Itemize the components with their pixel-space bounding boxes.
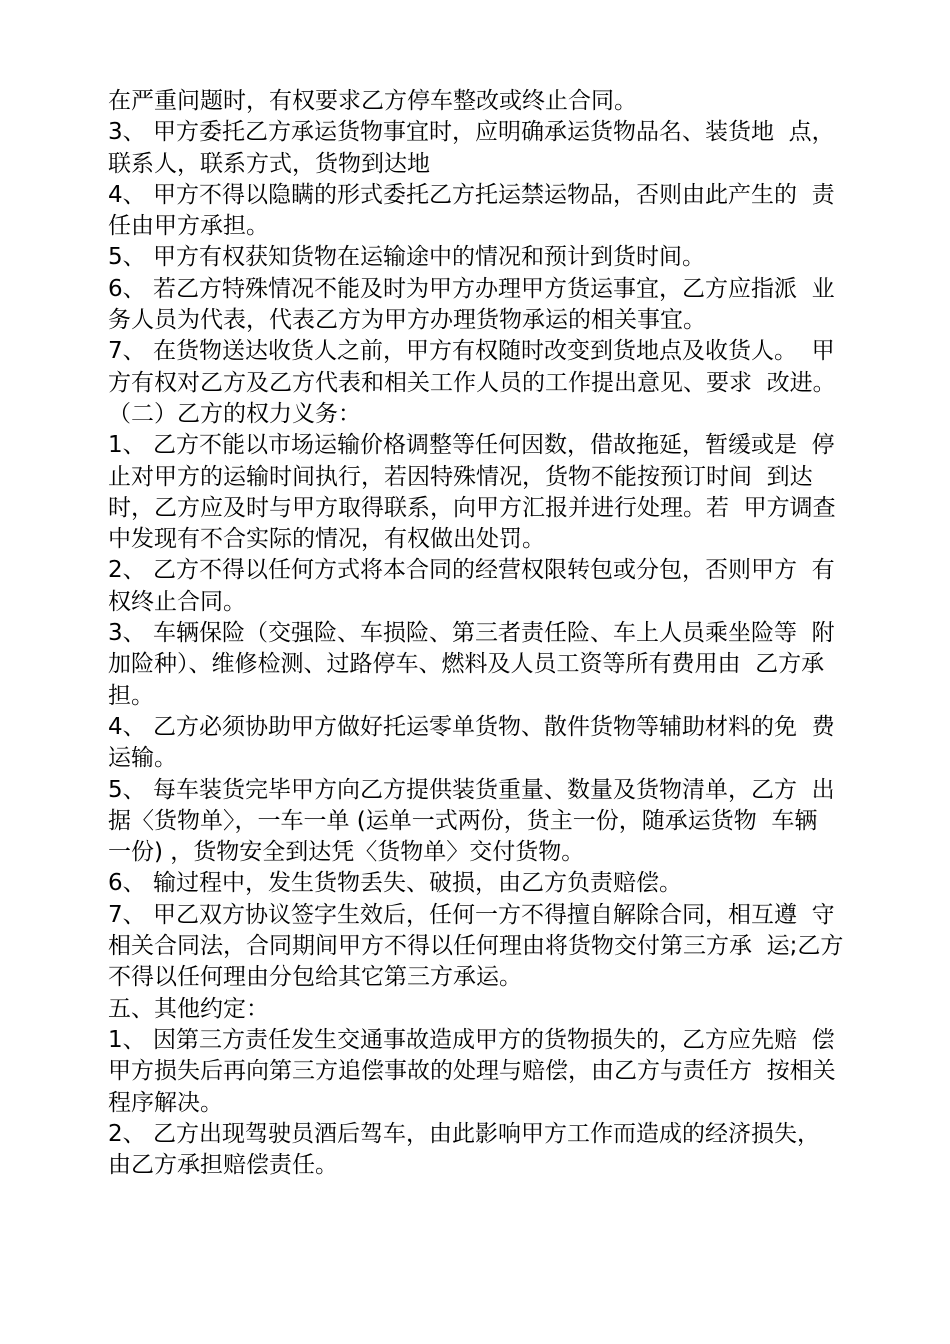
text-line: 相关合同法，合同期间甲方不得以任何理由将货物交付第三方承 运;乙方 [108, 933, 844, 960]
text-line: 7、 在货物送达收货人之前，甲方有权随时改变到货地点及收货人。 甲 [108, 338, 835, 365]
text-line: 担。 [108, 682, 154, 709]
text-line: 甲方损失后再向第三方追偿事故的处理与赔偿，由乙方与责任方 按相关 [108, 1058, 836, 1085]
text-line: 时，乙方应及时与甲方取得联系，向甲方汇报并进行处理。若 甲方调查 [108, 494, 836, 521]
text-line: 6、 若乙方特殊情况不能及时为甲方办理甲方货运事宜，乙方应指派 业 [108, 275, 835, 302]
text-line: 务人员为代表，代表乙方为甲方办理货物承运的相关事宜。 [108, 307, 706, 334]
text-line: 6、 输过程中，发生货物丢失、破损，由乙方负责赔偿。 [108, 870, 682, 897]
text-line: 联系人，联系方式，货物到达地 [108, 150, 430, 177]
text-line: 中发现有不合实际的情况，有权做出处罚。 [108, 526, 545, 553]
text-line: 3、 甲方委托乙方承运货物事宜时，应明确承运货物品名、装货地 点， [108, 119, 835, 146]
text-line: 方有权对乙方及乙方代表和相关工作人员的工作提出意见、要求 改进。 [108, 369, 836, 396]
text-line: 任由甲方承担。 [108, 213, 269, 240]
text-line: 7、 甲乙双方协议签字生效后，任何一方不得擅自解除合同，相互遵 守 [108, 901, 835, 928]
text-line: 在严重问题时，有权要求乙方停车整改或终止合同。 [108, 88, 637, 114]
text-line: 运输。 [108, 745, 177, 772]
text-line: 2、 乙方出现驾驶员酒后驾车，由此影响甲方工作而造成的经济损失， [108, 1120, 820, 1147]
text-line: 5、 每车装货完毕甲方向乙方提供装货重量、数量及货物清单，乙方 出 [108, 776, 835, 803]
text-line: 止对甲方的运输时间执行，若因特殊情况，货物不能按预订时间 到达 [108, 463, 813, 490]
text-line: 加险种）、维修检测、过路停车、燃料及人员工资等所有费用由 乙方承 [108, 651, 825, 678]
text-line: 4、 乙方必须协助甲方做好托运零单货物、散件货物等辅助材料的免 费 [108, 713, 835, 740]
text-line: 4、 甲方不得以隐瞒的形式委托乙方托运禁运物品，否则由此产生的 责 [108, 181, 835, 208]
text-line: 3、 车辆保险（交强险、车损险、第三者责任险、车上人员乘坐险等 附 [108, 620, 835, 647]
text-line: 权终止合同。 [108, 588, 246, 615]
text-line: 1、 乙方不能以市场运输价格调整等任何因数，借故拖延，暂缓或是 停 [108, 432, 835, 459]
section-heading: 五、其他约定： [108, 995, 269, 1022]
text-line: 不得以任何理由分包给其它第三方承运。 [108, 964, 522, 991]
text-line: 据〈货物单〉，一车一单 (运单一式两份，货主一份，随承运货物 车辆 [108, 807, 818, 834]
section-heading: （二）乙方的权力义务： [108, 400, 361, 427]
text-line: 程序解决。 [108, 1089, 223, 1116]
text-line: 一份) ，货物安全到达凭〈货物单〉交付货物。 [108, 839, 585, 866]
text-line: 2、 乙方不得以任何方式将本合同的经营权限转包或分包，否则甲方 有 [108, 557, 835, 584]
text-line: 由乙方承担赔偿责任。 [108, 1152, 338, 1179]
text-line: 5、 甲方有权获知货物在运输途中的情况和预计到货时间。 [108, 244, 705, 271]
contract-page [108, 86, 868, 1181]
text-line: 1、 因第三方责任发生交通事故造成甲方的货物损失的，乙方应先赔 偿 [108, 1026, 835, 1053]
